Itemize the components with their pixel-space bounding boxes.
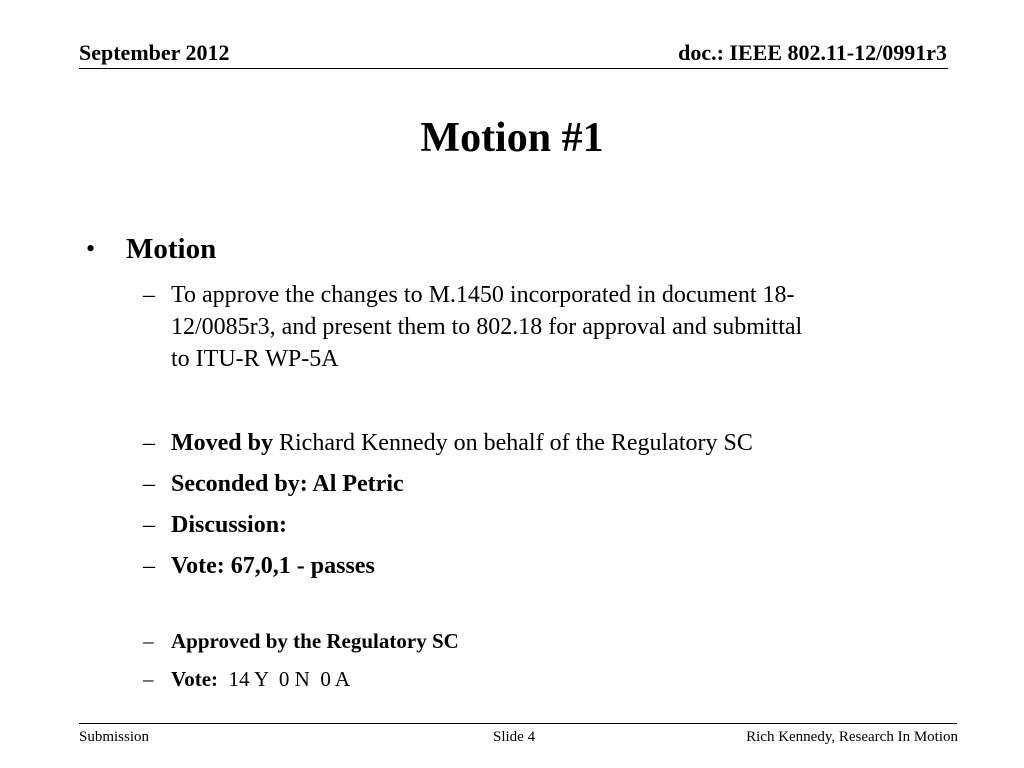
motion-text-line: 12/0085r3, and present them to 802.18 for approval and submittal bbox=[171, 314, 803, 340]
regulatory-vote-item bbox=[171, 665, 350, 693]
footer-submission: Submission bbox=[79, 729, 150, 745]
vote-result-item: Vote: 67,0,1 - passes bbox=[171, 553, 375, 579]
motion-heading: Motion bbox=[126, 233, 217, 265]
regulatory-vote-label: Vote: bbox=[171, 667, 219, 691]
header-doc-id: doc.: IEEE 802.11-12/0991r3 bbox=[678, 40, 947, 65]
motion-text bbox=[171, 279, 931, 375]
footer-rule bbox=[79, 723, 957, 724]
header-rule bbox=[79, 68, 948, 69]
discussion-item: Discussion: bbox=[171, 512, 288, 538]
moved-by-label: Moved by bbox=[171, 430, 273, 456]
header-date: September 2012 bbox=[79, 40, 230, 65]
footer-slide-number: Slide 4 bbox=[493, 729, 536, 745]
regulatory-vote-value: 14 Y 0 N 0 A bbox=[218, 667, 351, 691]
dash-icon: – bbox=[143, 667, 154, 691]
motion-text-line: to ITU-R WP-5A bbox=[171, 346, 339, 372]
moved-by-item bbox=[171, 427, 753, 459]
motion-text-line: To approve the changes to M.1450 incorporated in document 18- bbox=[171, 282, 795, 308]
dash-icon: – bbox=[143, 629, 154, 653]
dash-icon: – bbox=[143, 430, 155, 456]
moved-by-value: Richard Kennedy on behalf of the Regulatory SC bbox=[273, 430, 753, 456]
approved-by-item: Approved by the Regulatory SC bbox=[171, 629, 459, 653]
dash-icon: – bbox=[143, 282, 155, 308]
dash-icon: – bbox=[143, 512, 155, 538]
dash-icon: – bbox=[143, 553, 155, 579]
slide-title: Motion #1 bbox=[420, 115, 604, 161]
bullet-icon: • bbox=[86, 234, 96, 263]
seconded-by-item: Seconded by: Al Petric bbox=[171, 471, 404, 497]
dash-icon: – bbox=[143, 471, 155, 497]
footer-author: Rich Kennedy, Research In Motion bbox=[746, 729, 958, 745]
